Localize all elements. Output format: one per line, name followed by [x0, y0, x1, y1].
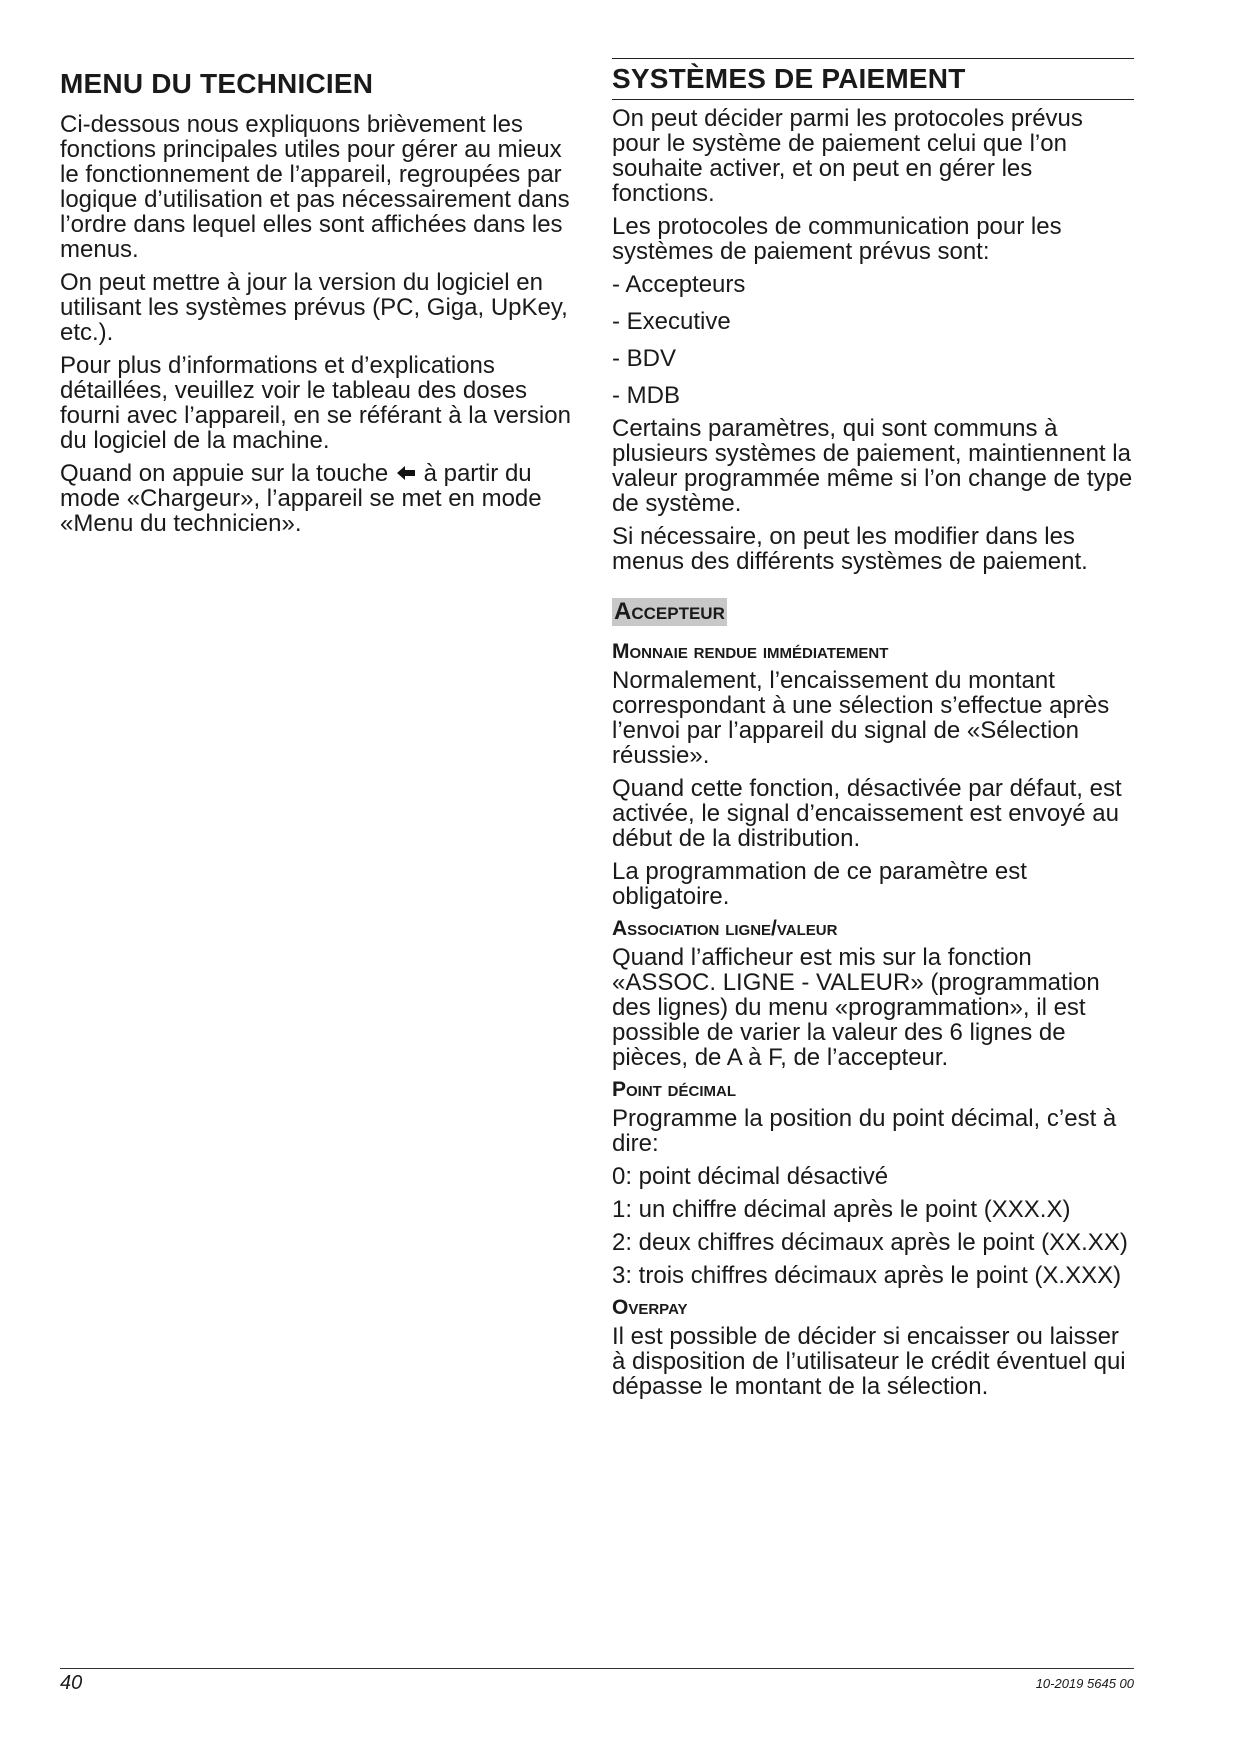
document-code: 10-2019 5645 00 [1035, 1676, 1134, 1691]
subheading: Overpay [612, 1296, 688, 1320]
list-item: - Executive [612, 308, 731, 336]
paragraph: Programme la position du point décimal, c’est à dire: [612, 1105, 1117, 1158]
section-tag-accepteur: Accepteur [614, 598, 725, 626]
paragraph: Il est possible de décider si encaisser ou laisser à disposition de l’utilisateur le crédit éventuel qui dépasse le montant de la sélection. [612, 1323, 1126, 1401]
option-line: 2: deux chiffres décimaux après le point (XX.XX) [612, 1229, 1128, 1257]
list-item: - Accepteurs [612, 271, 746, 299]
list-item: - MDB [612, 382, 680, 410]
paragraph-with-key [60, 461, 572, 536]
protocol-list [612, 272, 1134, 408]
left-column [60, 58, 572, 544]
arrow-back-icon [395, 461, 417, 486]
paragraph: Normalement, l’encaissement du montant correspondant à une sélection s’effectue après l’envoi par l’appareil du signal de «Sélection réussie». [612, 667, 1110, 770]
paragraph: On peut mettre à jour la version du logiciel en utilisant les systèmes prévus (PC, Giga, UpKey, etc.). [60, 269, 568, 347]
footer-divider [60, 1668, 1134, 1669]
right-column [612, 58, 1134, 1407]
subheading: Point décimal [612, 1078, 736, 1102]
paragraph: La programmation de ce paramètre est obligatoire. [612, 858, 1027, 911]
list-item: - BDV [612, 345, 677, 373]
paragraph: Si nécessaire, on peut les modifier dans les menus des différents systèmes de paiement. [612, 523, 1088, 576]
subheading: Monnaie rendue immédiatement [612, 640, 889, 664]
paragraph: On peut décider parmi les protocoles prévus pour le système de paiement celui que l’on souhaite activer, et on peut en gérer les fonctions. [612, 105, 1083, 208]
paragraph: Les protocoles de communication pour les systèmes de paiement prévus sont: [612, 213, 1062, 266]
option-line: 1: un chiffre décimal après le point (XXX.X) [612, 1196, 1071, 1224]
page-number: 40 [60, 1672, 83, 1694]
subheading: Association ligne/valeur [612, 917, 838, 941]
option-line: 3: trois chiffres décimaux après le point (X.XXX) [612, 1262, 1122, 1290]
section-title-payment-systems: SYSTÈMES DE PAIEMENT [612, 58, 1134, 95]
paragraph: Quand cette fonction, désactivée par défaut, est activée, le signal d’encaissement est envoyé au début de la distribution. [612, 775, 1122, 853]
option-line: 0: point décimal désactivé [612, 1163, 889, 1191]
title-underline [612, 99, 1134, 100]
paragraph-text: Quand on appuie sur la touche [60, 460, 389, 488]
paragraph: Pour plus d’informations et d’explications détaillées, veuillez voir le tableau des doses fourni avec l’appareil, en se référant à la version du logiciel de la machine. [60, 352, 571, 455]
paragraph: Ci-dessous nous expliquons brièvement les fonctions principales utiles pour gérer au mieux le fonctionnement de l’appareil, regroupées par logique d’utilisation et pas nécessairement dans l’ordre dans lequel elles sont affichées dans les menus. [60, 111, 570, 264]
section-title-technician-menu: MENU DU TECHNICIEN [60, 68, 374, 99]
paragraph: Certains paramètres, qui sont communs à plusieurs systèmes de paiement, maintiennent la valeur programmée même si l’on change de type de système. [612, 415, 1133, 518]
paragraph: Quand l’afficheur est mis sur la fonction «ASSOC. LIGNE - VALEUR» (programmation des lignes) du menu «programmation», il est possible de varier la valeur des 6 lignes de pièces, de A à F, de l’accepteur. [612, 944, 1100, 1072]
paragraph-text: à partir du mode «Chargeur», l’appareil se met en mode «Menu du technicien». [60, 460, 542, 538]
